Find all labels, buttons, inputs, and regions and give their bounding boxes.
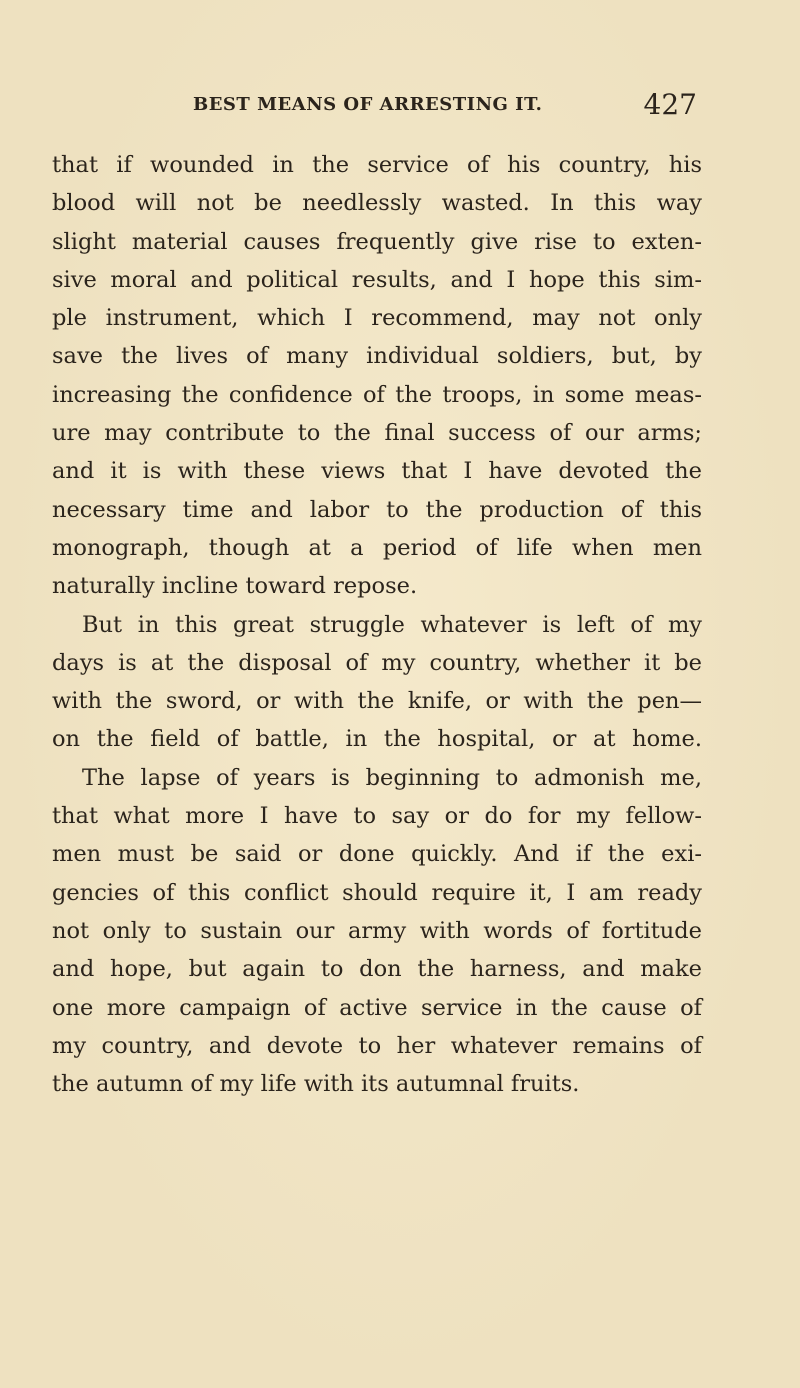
text-line: my country, and devote to her whatever remains of <box>52 1032 702 1059</box>
text-line: and hope, but again to don the harness, and make <box>52 956 702 983</box>
text-line: men must be said or done quickly. And if the exi- <box>52 841 702 868</box>
text-line: blood will not be needlessly wasted. In this way <box>52 190 702 217</box>
text-line: ure may contribute to the final success of our arms; <box>52 420 702 447</box>
text-line: not only to sustain our army with words of fortitude <box>52 917 702 944</box>
paragraph-end-line: the autumn of my life with its autumnal fruits. <box>52 1071 580 1098</box>
text-line: with the sword, or with the knife, or with the pen— <box>52 688 702 715</box>
body-text <box>52 146 702 1103</box>
page-number: 427 <box>643 88 697 121</box>
text-line: days is at the disposal of my country, whether it be <box>52 649 702 676</box>
text-line: gencies of this conflict should require it, I am ready <box>52 879 702 906</box>
running-head <box>193 88 697 128</box>
text-line: The lapse of years is beginning to admonish me, <box>82 764 702 791</box>
running-title: BEST MEANS OF ARRESTING IT. <box>193 94 543 115</box>
paragraph-end-line: naturally incline toward repose. <box>52 573 418 600</box>
text-line: that if wounded in the service of his country, his <box>52 152 702 178</box>
text-line: necessary time and labor to the production of this <box>52 496 702 523</box>
text-line: that what more I have to say or do for my fellow- <box>52 803 702 830</box>
paragraph-start-line: But in this great struggle whatever is left of my <box>82 611 702 638</box>
text-line: slight material causes frequently give rise to exten- <box>52 228 702 255</box>
text-line: on the field of battle, in the hospital, or at home. <box>52 726 702 753</box>
text-line: and it is with these views that I have devoted the <box>52 458 702 485</box>
text-line: increasing the confidence of the troops, in some meas- <box>52 381 702 408</box>
text-line: sive moral and political results, and I hope this sim- <box>52 266 702 293</box>
text-line: ple instrument, which I recommend, may not only <box>52 305 702 332</box>
text-line: one more campaign of active service in the cause of <box>52 994 702 1021</box>
text-line: save the lives of many individual soldiers, but, by <box>52 343 702 370</box>
text-line: monograph, though at a period of life when men <box>52 534 702 561</box>
